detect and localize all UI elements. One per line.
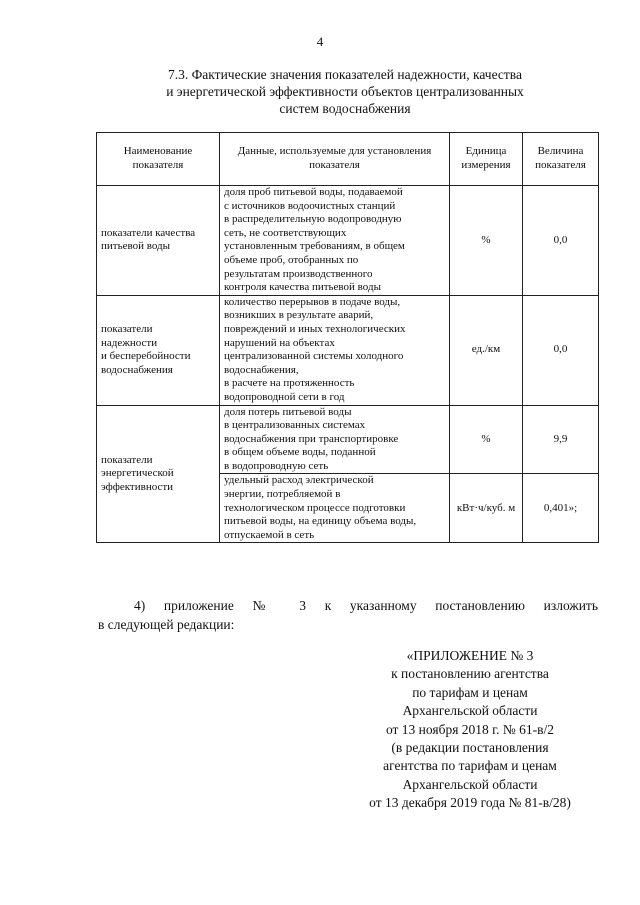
- cell-line: водоснабжения,: [224, 363, 299, 376]
- appendix-line: к постановлению агентства: [391, 666, 549, 682]
- cell-line: повреждений и иных технологических: [224, 322, 406, 335]
- section-heading-line: 7.3. Фактические значения показателей надежности, качества: [168, 67, 522, 82]
- indicator-unit: %: [450, 186, 523, 296]
- indicator-value: 0,0: [523, 295, 599, 405]
- cell-line: и бесперебойности: [101, 350, 191, 363]
- appendix-header: [330, 647, 610, 813]
- cell-line: результатам производственного: [224, 267, 373, 280]
- cell-line: энергетической: [101, 467, 174, 480]
- indicator-value: 9,9: [523, 405, 599, 474]
- cell-line: питьевой воды, на единицу объема воды,: [224, 515, 417, 528]
- cell-line: водоснабжения при транспортировке: [224, 432, 399, 445]
- header-line: измерения: [461, 159, 511, 171]
- table-row: [97, 295, 599, 405]
- header-line: показателя: [309, 159, 360, 171]
- cell-line: водоснабжения: [101, 363, 173, 376]
- cell-line: водопроводной сети в год: [224, 390, 345, 403]
- cell-line: сеть, не соответствующих: [224, 226, 347, 239]
- indicator-unit: кВт·ч/куб. м: [450, 474, 523, 543]
- cell-line: показатели: [101, 453, 153, 466]
- indicator-name-energy: [97, 405, 220, 543]
- cell-line: надежности: [101, 336, 158, 349]
- header-unit: [450, 133, 523, 186]
- header-data-used: [220, 133, 450, 186]
- appendix-line: по тарифам и ценам: [412, 684, 528, 700]
- cell-line: в водопроводную сеть: [224, 459, 329, 472]
- appendix-line: от 13 ноября 2018 г. № 61-в/2: [385, 721, 555, 737]
- indicator-description: [220, 474, 450, 543]
- cell-line: с источников водоочистных станций: [224, 199, 396, 212]
- indicator-name-quality: [97, 186, 220, 296]
- appendix-line: (в редакции постановления: [391, 740, 549, 756]
- indicator-unit: %: [450, 405, 523, 474]
- appendix-line: от 13 декабря 2019 года № 81-в/28): [369, 795, 571, 811]
- cell-line: удельный расход электрической: [224, 474, 374, 487]
- page-number: 4: [316, 34, 324, 49]
- table-row: [97, 186, 599, 296]
- cell-line: в централизованных системах: [224, 419, 366, 432]
- cell-line: централизованной системы холодного: [224, 350, 404, 363]
- cell-line: нарушений на объектах: [224, 336, 335, 349]
- appendix-line: Архангельской области: [402, 703, 538, 719]
- header-indicator-name: [97, 133, 220, 186]
- cell-line: питьевой воды: [101, 240, 171, 253]
- cell-line: объеме проб, отобранных по: [224, 253, 359, 266]
- cell-line: возникших в результате аварий,: [224, 309, 374, 322]
- cell-line: отпускаемой в сеть: [224, 528, 315, 541]
- cell-line: показатели: [101, 322, 153, 335]
- header-line: Величина: [537, 145, 584, 158]
- cell-line: в общем объеме воды, поданной: [224, 446, 376, 459]
- indicator-description: [220, 186, 450, 296]
- indicator-value: 0,0: [523, 186, 599, 296]
- cell-line: в распределительную водопроводную: [224, 213, 402, 226]
- header-line: показателя: [132, 159, 184, 171]
- header-line: показателя: [535, 159, 586, 171]
- indicator-unit: ед./км: [450, 295, 523, 405]
- cell-line: контроля качества питьевой воды: [224, 281, 381, 294]
- cell-line: эффективности: [101, 480, 174, 493]
- indicators-table: [96, 132, 599, 543]
- section-heading-line: и энергетической эффективности объектов централизованных: [166, 84, 524, 99]
- appendix-line: «ПРИЛОЖЕНИЕ № 3: [406, 648, 534, 663]
- cell-line: доля потерь питьевой воды: [224, 405, 352, 418]
- cell-line: технологическом процессе подготовки: [224, 501, 406, 514]
- indicator-value: 0,401»;: [523, 474, 599, 543]
- cell-line: установленным требованиям, в общем: [224, 240, 405, 253]
- cell-line: показатели качества: [101, 226, 196, 239]
- amendment-paragraph: [98, 596, 598, 634]
- section-heading-line: систем водоснабжения: [279, 101, 411, 116]
- header-line: Данные, используемые для установления: [237, 145, 432, 158]
- cell-line: энергии, потребляемой в: [224, 488, 341, 501]
- appendix-line: Архангельской области: [402, 776, 538, 792]
- cell-line: количество перерывов в подаче воды,: [224, 295, 401, 308]
- section-heading: [100, 66, 590, 117]
- indicator-description: [220, 295, 450, 405]
- paragraph-line: 4) приложение № 3 к указанному постановлению изложить: [134, 598, 598, 613]
- header-line: Единица: [465, 145, 507, 158]
- table-header-row: [97, 133, 599, 186]
- cell-line: доля проб питьевой воды, подаваемой: [224, 186, 403, 198]
- indicator-description: [220, 405, 450, 474]
- paragraph-line: в следующей редакции:: [98, 617, 235, 632]
- cell-line: в расчете на протяженность: [224, 377, 355, 390]
- table-row: [97, 405, 599, 474]
- header-value: [523, 133, 599, 186]
- header-line: Наименование: [123, 145, 193, 158]
- indicator-name-reliability: [97, 295, 220, 405]
- appendix-line: агентства по тарифам и ценам: [383, 758, 557, 774]
